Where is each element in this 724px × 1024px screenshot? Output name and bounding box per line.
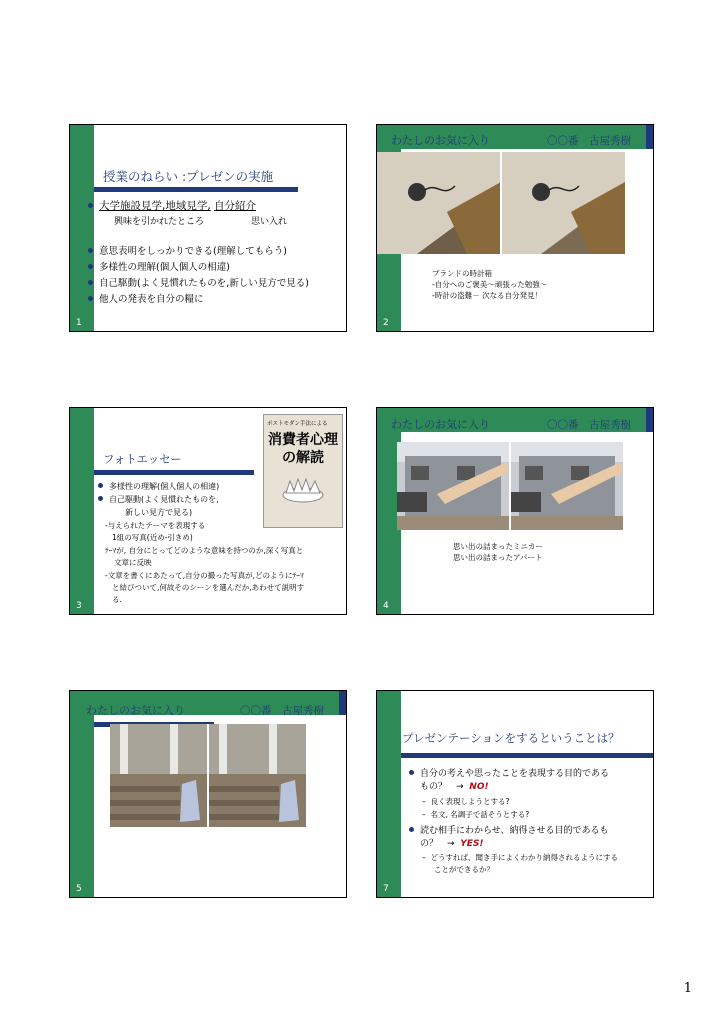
body-line: る. xyxy=(112,595,122,604)
slide-header-right: 〇〇番 古屋秀樹 xyxy=(240,705,324,717)
slide-header-right: 〇〇番 古屋秀樹 xyxy=(547,135,631,147)
bullet-icon xyxy=(88,264,93,269)
title-underline-bar xyxy=(401,753,654,758)
bullet-icon xyxy=(88,280,93,285)
bullet-line: 自己駆動(よく見慣れたものを,新しい見方で見る) xyxy=(88,278,309,290)
slide-4 xyxy=(376,407,654,615)
caption-line: 思い出の詰まったアパート xyxy=(453,553,543,562)
note-right: 思い入れ xyxy=(251,217,288,227)
bullet-continuation: 新しい見方で見る) xyxy=(125,508,193,517)
slide-title: プレゼンテーションをするということは？ xyxy=(402,731,620,745)
answer-no: NO! xyxy=(469,782,489,792)
slide-number: 5 xyxy=(76,884,82,894)
sub-item: – 良く表現しようとする? xyxy=(422,797,510,806)
slide-title: フォトエッセー xyxy=(103,452,182,466)
bullet-line: 大学施設見学,地域見学, 自分紹介 xyxy=(88,200,256,212)
slide-1 xyxy=(69,124,347,332)
slide-number: 2 xyxy=(383,318,389,328)
title-underline-bar xyxy=(94,187,298,192)
dash-icon: – xyxy=(422,810,431,819)
slide-number: 7 xyxy=(383,884,389,894)
sub-item: – どうすれば、聞き手によくわかり納得されるようにする xyxy=(422,853,619,862)
bullet-continuation: の？ → YES! xyxy=(420,839,484,849)
bullet-line: 自分の考えや思ったことを表現する目的である xyxy=(409,768,609,780)
slide-side-bar xyxy=(70,691,94,897)
book-crown-illustration xyxy=(278,477,328,505)
bullet-continuation: もの？ → NO! xyxy=(420,782,489,792)
stairs-photo xyxy=(110,724,306,827)
corner-accent xyxy=(646,408,653,432)
note-left: 興味を引かれたところ xyxy=(114,217,205,227)
book-title-line2: の解読 xyxy=(282,450,324,466)
bullet-icon xyxy=(88,203,93,208)
slide-header-right: 〇〇番 古屋秀樹 xyxy=(547,419,631,431)
corner-accent xyxy=(646,125,653,149)
bullet-icon xyxy=(88,296,93,301)
slide-2 xyxy=(376,124,654,332)
slide-header-left: わたしのお気に入り xyxy=(86,704,185,717)
bullet-icon xyxy=(88,248,93,253)
bullet-line: 多様性の理解(個人個人の相違) xyxy=(88,262,230,274)
title-underline-bar xyxy=(94,470,254,475)
slide-header-left: わたしのお気に入り xyxy=(391,134,490,147)
bullet-line: 読む相手にわからせ、納得させる目的であるも xyxy=(409,825,608,837)
apartment-minicar-photo xyxy=(397,442,623,530)
bullet-icon xyxy=(98,483,103,488)
caption-line: -時計の盗難－ 次なる自分発見！ xyxy=(432,291,543,300)
slide-number: 4 xyxy=(383,601,389,611)
slide-5 xyxy=(69,690,347,898)
bullet-line: 自己駆動(よく見慣れたものを, xyxy=(98,494,219,506)
book-top-text: ポストモダン手法による xyxy=(267,421,328,427)
body-line: 1組の写真(近め-引きめ) xyxy=(112,533,193,542)
slide-number: 1 xyxy=(76,318,82,328)
body-line: -文章を書くにあたって,自分の撮った写真が,どのようにﾃｰﾏ xyxy=(105,571,304,580)
dash-icon: – xyxy=(422,853,431,862)
slide-title: 授業のねらい :プレゼンの実施 xyxy=(103,169,274,184)
slide-side-bar xyxy=(70,408,94,614)
answer-yes: YES! xyxy=(460,839,484,849)
dash-icon: – xyxy=(422,797,431,806)
body-line: -与えられたテーマを表現する xyxy=(105,521,206,530)
bullet-icon xyxy=(409,770,414,775)
bullet-icon xyxy=(409,827,414,832)
bullet-icon xyxy=(98,496,103,501)
slide-7 xyxy=(376,690,654,898)
body-line: 文章に反映 xyxy=(114,558,152,567)
book-cover-image xyxy=(263,414,343,528)
body-line: ﾃｰﾏが, 自分にとってどのような意味を持つのか,深く写真と xyxy=(105,546,304,555)
caption-line: ブランドの時計箱 xyxy=(432,269,492,278)
sub-item: – 名文, 名調子で話そうとする? xyxy=(422,810,530,819)
watch-box-photo xyxy=(377,152,625,254)
bullet-line: 多様性の理解(個人個人の相違) xyxy=(98,481,219,493)
slide-3 xyxy=(69,407,347,615)
book-title-line1: 消費者心理 xyxy=(268,432,338,448)
slide-side-bar xyxy=(377,691,401,897)
slide-header-left: わたしのお気に入り xyxy=(391,418,490,431)
caption-line: -自分へのご褒美～頑張った勉強～ xyxy=(432,280,548,289)
slide-number: 3 xyxy=(76,601,82,611)
corner-accent xyxy=(339,691,346,715)
sub-item-continuation: ことができるか？ xyxy=(434,865,494,874)
bullet-line: 意思表明をしっかりできる(理解してもらう) xyxy=(88,246,287,258)
bullet-line: 他人の発表を自分の糧に xyxy=(88,294,204,306)
caption-line: 思い出の詰まったミニカー xyxy=(453,542,543,551)
body-line: と結びついて,何故そのシーンを選んだか,あわせて説明す xyxy=(112,583,305,592)
page-number: 1 xyxy=(683,981,692,996)
